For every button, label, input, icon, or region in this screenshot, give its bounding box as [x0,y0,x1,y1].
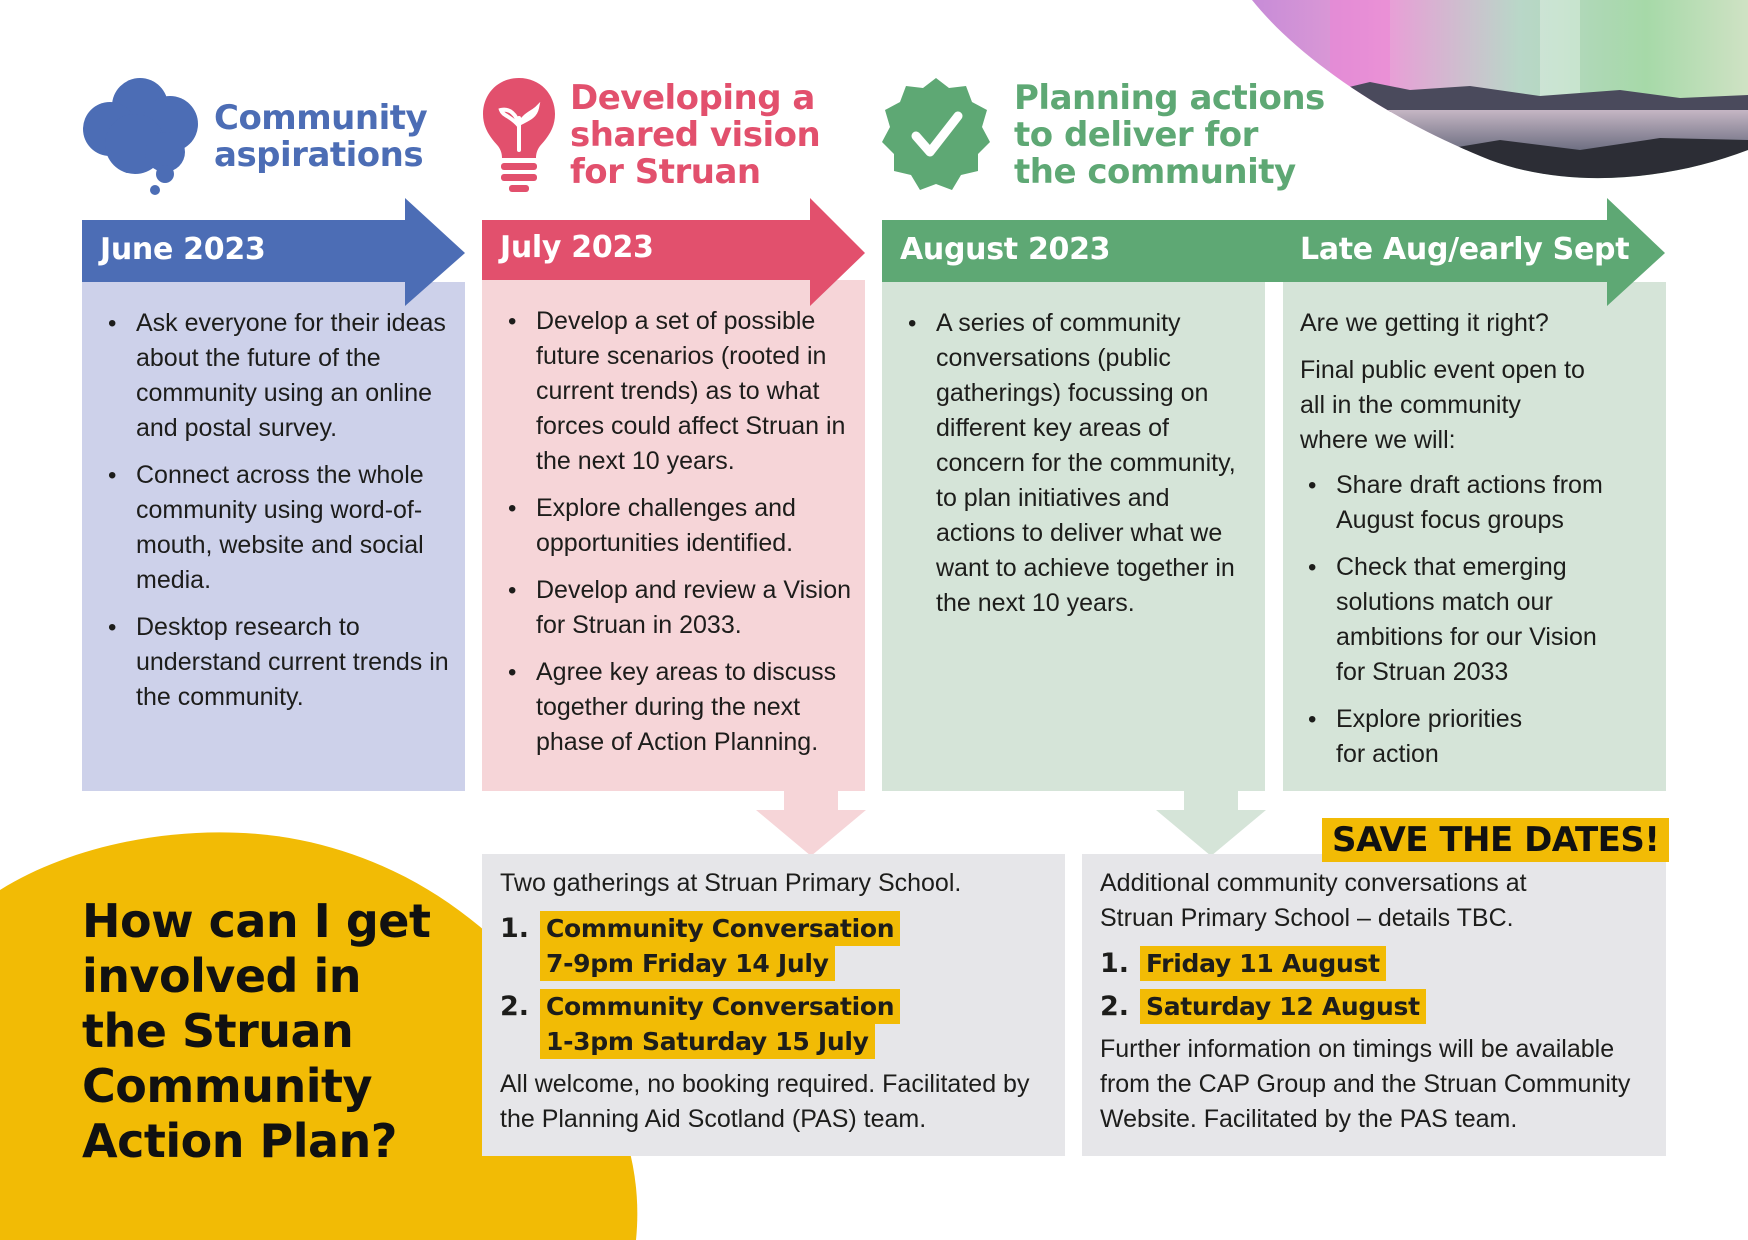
august-intro: Additional community conversations at Struan Primary School – details TBC. [1100,869,1527,932]
july-date-label: July 2023 [500,230,654,265]
list-item: • Explore priorities for action [1336,702,1556,772]
question-text: Are we getting it right? [1300,309,1549,337]
late-aug-date-label: Late Aug/early Sept [1300,232,1630,267]
list-item: • Connect across the whole community using word-of-mouth, website and social media. [136,458,452,598]
june-date-label: June 2023 [100,232,266,267]
july-bullets [482,304,854,772]
august-item-1 [1100,946,1648,981]
intro-text: Final public event open to all in the community where we will: [1300,356,1585,454]
august-bullets [882,306,1254,633]
item-number: 2. [1100,991,1130,1022]
phase-title-planning-actions: Planning actions to deliver for the community [1014,78,1325,192]
checkmark-badge-icon [882,76,990,194]
event-time: 7-9pm Friday 14 July [540,946,835,981]
list-item: • Develop a set of possible future scenarios (rooted in current trends) as to what forces could affect Struan in the next 10 years. [536,304,854,479]
event-date: Friday 11 August [1140,946,1386,981]
july-intro: Two gatherings at Struan Primary School. [500,869,962,897]
august-down-arrow [1156,790,1266,858]
august-item-2 [1100,989,1648,1024]
june-bullets [82,306,452,727]
event-title: Community Conversation [540,989,900,1024]
list-item: • Agree key areas to discuss together during the next phase of Action Planning. [536,655,854,760]
event-date: Saturday 12 August [1140,989,1426,1024]
july-events-box [482,854,1065,1156]
list-item: • Share draft actions from August focus groups [1336,468,1660,538]
list-item: • Explore challenges and opportunities identified. [536,491,854,561]
thought-cloud-icon [80,74,205,196]
list-item: • Desktop research to understand current trends in the community. [136,610,452,715]
july-item-2 [500,989,1047,1059]
phase-title-community-aspirations: Community aspirations [214,98,428,175]
event-time: 1-3pm Saturday 15 July [540,1024,875,1059]
item-number: 1. [1100,948,1130,979]
july-item-1 [500,911,1047,981]
phase-title-shared-vision: Developing a shared vision for Struan [570,78,821,192]
list-item: • Ask everyone for their ideas about the future of the community using an online and postal survey. [136,306,452,446]
list-item: • Develop and review a Vision for Struan in 2033. [536,573,854,643]
july-down-arrow [756,790,866,858]
august-footer: Further information on timings will be available from the CAP Group and the Struan Community Website. Facilitated by the PAS team. [1100,1035,1631,1133]
event-title: Community Conversation [540,911,900,946]
august-events-box [1082,854,1666,1156]
item-number: 1. [500,913,530,944]
list-item: • Check that emerging solutions match our ambitions for our Vision for Struan 2033 [1336,550,1621,690]
involved-heading: How can I get involved in the Struan Community Action Plan? [82,894,431,1168]
item-number: 2. [500,991,530,1022]
late-aug-content [1300,306,1660,784]
july-footer: All welcome, no booking required. Facilitated by the Planning Aid Scotland (PAS) team. [500,1070,1030,1133]
list-item: • A series of community conversations (public gatherings) focussing on different key areas of concern for the community, to plan initiatives and actions to deliver what we want to achieve together in the next 10 years. [936,306,1254,621]
lightbulb-icon [481,76,557,194]
save-the-dates-badge: SAVE THE DATES! [1322,818,1669,862]
august-date-label: August 2023 [900,232,1111,267]
